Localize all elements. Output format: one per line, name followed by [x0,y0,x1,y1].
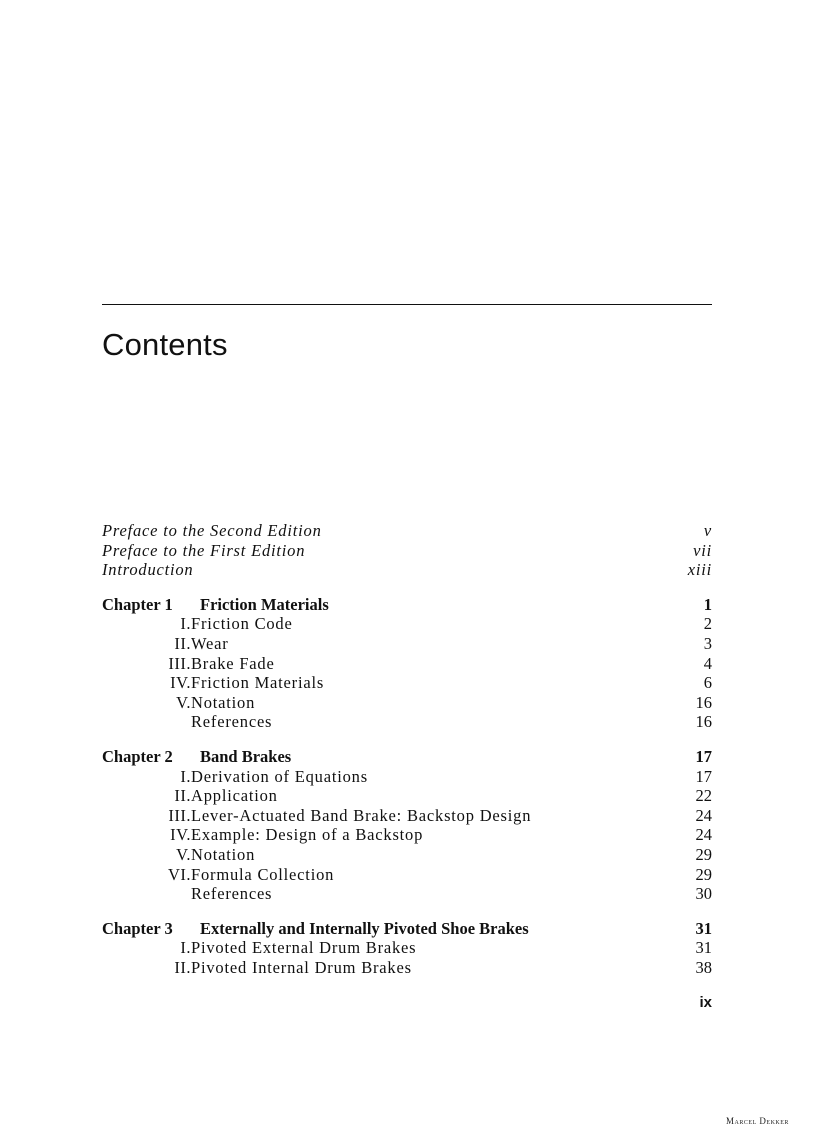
section-title: Lever-Actuated Band Brake: Backstop Design [191,805,532,825]
section-title: References [191,884,273,904]
section-page: 16 [695,692,712,712]
chapter-title: Externally and Internally Pivoted Shoe Brakes [200,918,529,938]
toc-chapter-entry[interactable] [102,595,712,615]
section-title: Formula Collection [191,864,335,884]
toc-front-matter-entry[interactable] [102,541,712,561]
toc-section-entry[interactable] [102,806,712,826]
section-number: V. [176,692,191,712]
section-title: Pivoted Internal Drum Brakes [191,957,412,977]
toc-section-entry[interactable] [102,786,712,806]
toc-section-entry[interactable] [102,693,712,713]
section-title: Wear [191,633,229,653]
chapter-title: Band Brakes [200,746,292,766]
toc-section-entry[interactable] [102,712,712,732]
toc-section-entry[interactable] [102,614,712,634]
section-page: 24 [695,805,712,825]
toc-entry-page: v [703,521,712,540]
toc-section-entry[interactable] [102,884,712,904]
section-title: Example: Design of a Backstop [191,825,424,845]
chapter-label: Chapter 2 [102,746,173,766]
toc-section-entry[interactable] [102,845,712,865]
chapter-label: Chapter 3 [102,918,173,938]
section-number: III. [168,805,191,825]
section-title: Friction Code [191,614,293,634]
section-number: VI. [167,864,191,884]
publisher-watermark: Marcel Dekker [726,1116,789,1126]
toc-entry-page: vii [693,540,712,560]
page-number: ix [699,994,712,1011]
section-title: Notation [191,692,256,712]
toc-section-entry[interactable] [102,958,712,978]
section-page: 29 [695,864,712,884]
section-page: 30 [695,884,712,904]
toc-section-entry[interactable] [102,767,712,787]
section-page: 29 [695,844,712,864]
toc-chapter-entry[interactable] [102,747,712,767]
toc-entry-title: Preface to the First Edition [102,540,306,560]
section-number: II. [174,957,191,977]
section-page: 16 [695,712,712,732]
section-number: I. [180,766,191,786]
toc-section-entry[interactable] [102,865,712,885]
section-number: II. [174,633,191,653]
toc-front-matter-entry[interactable] [102,560,712,580]
section-number: IV. [170,825,191,845]
header-rule [102,304,712,305]
section-page: 22 [695,786,712,806]
toc-section-entry[interactable] [102,654,712,674]
section-title: Application [191,786,278,806]
section-number: IV. [170,673,191,693]
section-title: Derivation of Equations [191,766,368,786]
section-page: 3 [703,633,712,653]
chapter-page: 17 [695,746,712,766]
toc-entry-title: Preface to the Second Edition [102,521,322,540]
section-page: 24 [695,825,712,845]
section-number: I. [180,938,191,958]
section-number: III. [168,653,191,673]
toc-section-entry[interactable] [102,634,712,654]
toc-chapter-entry[interactable] [102,919,712,939]
chapter-title: Friction Materials [200,594,329,614]
section-number: V. [176,844,191,864]
section-title: Notation [191,844,256,864]
section-title: Pivoted External Drum Brakes [191,938,417,958]
table-of-contents [102,521,712,977]
section-number: I. [180,614,191,634]
section-page: 38 [695,957,712,977]
toc-entry-page: xiii [687,560,712,580]
toc-section-entry[interactable] [102,938,712,958]
section-page: 2 [703,614,712,634]
section-title: Brake Fade [191,653,275,673]
toc-front-matter-entry[interactable] [102,521,712,541]
section-page: 4 [703,653,712,673]
section-page: 31 [695,938,712,958]
section-title: References [191,712,273,732]
toc-section-entry[interactable] [102,825,712,845]
section-title: Friction Materials [191,673,325,693]
section-page: 17 [695,766,712,786]
page-title: Contents [102,327,228,362]
chapter-page: 1 [703,594,712,614]
toc-section-entry[interactable] [102,673,712,693]
toc-entry-title: Introduction [102,560,194,580]
section-page: 6 [703,673,712,693]
section-number: II. [174,786,191,806]
chapter-label: Chapter 1 [102,594,173,614]
chapter-page: 31 [695,918,712,938]
